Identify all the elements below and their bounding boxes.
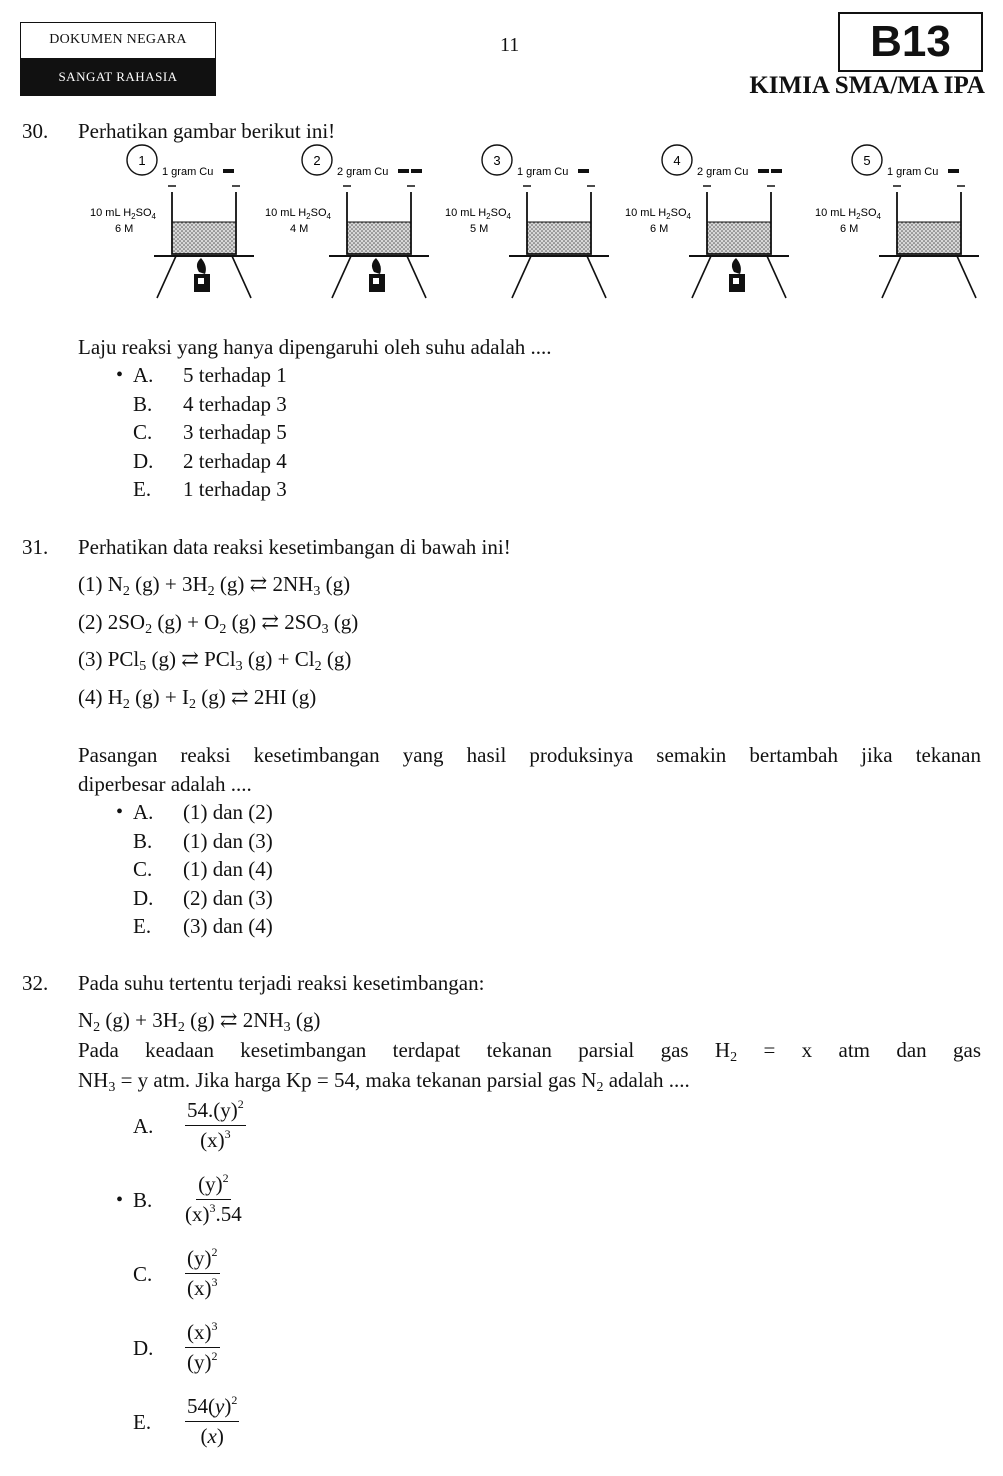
q32-option-a-letter: A.	[133, 1114, 154, 1138]
stand-leg	[587, 256, 606, 298]
q30-prompt: Perhatikan gambar berikut ini!	[78, 119, 336, 143]
beaker-1-cu-label: 1 gram Cu	[162, 166, 214, 178]
beaker-2-concentration: 4 M	[290, 223, 309, 235]
beaker-4-concentration: 6 M	[650, 223, 669, 235]
beaker-liquid	[707, 222, 771, 254]
beaker-4-acid-label: 10 mL $H_2SO_4$	[625, 207, 691, 221]
q30-option-d-text: 2 terhadap 4	[183, 448, 287, 473]
beaker-5-cu-label: 1 gram Cu	[887, 166, 939, 178]
q32-text-line2: $NH_3 = y$ atm. Jika harga Kp = 54, maka tekanan parsial gas $N_2$ adalah ....	[78, 1068, 690, 1095]
equilibrium-arrow-icon: ⇄	[230, 685, 249, 709]
beaker-1-concentration: 6 M	[115, 223, 134, 235]
beaker-4-cu-label: 2 gram Cu	[697, 166, 749, 178]
q31-reaction-2: (2) $2SO_2$ $(g) + O_2$ (g) ⇄ $2SO_3$ (g)	[78, 610, 359, 637]
q32-number: 32.	[22, 971, 49, 995]
copper-piece-icon	[758, 169, 769, 173]
exam-code: B13	[838, 12, 983, 72]
q32-prompt: Pada suhu tertentu terjadi reaksi kesetimbangan:	[78, 971, 485, 995]
q31-question-line1: Pasangan reaksi kesetimbangan yang hasil produksinya semakin bertambah jika tekanan	[78, 743, 981, 767]
copper-piece-icon	[578, 169, 589, 173]
stand-leg	[957, 256, 976, 298]
subject-title: KIMIA SMA/MA IPA	[749, 72, 985, 99]
stand-leg	[407, 256, 426, 298]
beaker-4-number: 4	[673, 153, 681, 168]
stand-leg	[882, 256, 901, 298]
beaker-liquid	[172, 222, 236, 254]
beaker-1-acid-label: 10 mL $H_2SO_4$	[90, 207, 156, 221]
q32-option-e-letter: E.	[133, 1410, 152, 1434]
stand-leg	[512, 256, 531, 298]
q31-option-c-text: (1) dan (4)	[183, 857, 273, 881]
burner-window	[373, 278, 379, 284]
flame-icon	[372, 258, 381, 274]
q32-option-b-fraction: $\frac{(y)^2}{(x)^3.54}$	[185, 1171, 242, 1226]
secret-label: SANGAT RAHASIA	[20, 58, 216, 96]
q30-question: Laju reaksi yang hanya dipengaruhi oleh suhu adalah ....	[78, 335, 552, 359]
q30-option-b-letter: B.	[133, 391, 153, 416]
q32-option-d-fraction: $\frac{(x)^3}{(y)^2}$	[187, 1319, 218, 1374]
beaker-liquid	[527, 222, 591, 254]
copper-piece-icon	[398, 169, 409, 173]
copper-piece-icon	[411, 169, 422, 173]
q32-option-c-fraction: $\frac{(y)^2}{(x)^3}$	[187, 1245, 218, 1300]
q31-reaction-4: (4) $H_2$ $(g) + I_2$ (g) ⇄ 2HI (g)	[78, 685, 317, 712]
q30-beaker-diagram	[85, 142, 985, 312]
q32-answer-mark: •	[116, 1189, 124, 1211]
q31-reaction-3: (3) PCl$_5$ (g) ⇄ PCl$_3$ $(g) + Cl_2$ (g)	[78, 647, 352, 674]
beaker-5-acid-label: 10 mL $H_2SO_4$	[815, 207, 881, 221]
q31-option-c-letter: C.	[133, 857, 153, 881]
q32-option-d-letter: D.	[133, 1336, 154, 1360]
copper-piece-icon	[948, 169, 959, 173]
flame-icon	[732, 258, 741, 274]
doc-label: DOKUMEN NEGARA	[49, 32, 187, 47]
beaker-liquid	[897, 222, 961, 254]
stand-leg	[332, 256, 351, 298]
q31-question-line2: diperbesar adalah ....	[78, 772, 252, 796]
q32-text-line1: Pada keadaan kesetimbangan terdapat tekanan parsial gas $H_2 = x$ atm dan gas	[78, 1038, 981, 1065]
q30-option-a-text: 5 terhadap 1	[183, 363, 287, 387]
q30-answer-mark: •	[116, 364, 124, 386]
beaker-2-acid-label: 10 mL $H_2SO_4$	[265, 207, 331, 221]
q30-option-b-text: 4 terhadap 3	[183, 391, 287, 416]
q32-option-e-fraction: $\frac{54(y)^2}{(x)}$	[187, 1393, 238, 1448]
beaker-liquid	[347, 222, 411, 254]
q32-reaction: $N_2$ $(g) + 3H_2$ (g) ⇄ $2NH_3$ (g)	[78, 1008, 321, 1035]
q30-option-d-letter: D.	[133, 448, 154, 473]
beaker-5-concentration: 6 M	[840, 223, 859, 235]
equilibrium-arrow-icon: ⇄	[261, 610, 279, 634]
q30-option-c-text: 3 terhadap 5	[183, 420, 287, 444]
q31-prompt: Perhatikan data reaksi kesetimbangan di bawah ini!	[78, 535, 511, 559]
q30-option-e-text: 1 terhadap 3	[183, 477, 287, 501]
stand-leg	[157, 256, 176, 298]
q31-option-e-text: (3) dan (4)	[183, 914, 273, 938]
beaker-2-number: 2	[313, 153, 321, 168]
burner-window	[198, 278, 204, 284]
page-number: 11	[500, 34, 520, 56]
beaker-2-cu-label: 2 gram Cu	[337, 166, 389, 178]
beaker-5-number: 5	[863, 153, 871, 168]
beaker-3-concentration: 5 M	[470, 223, 489, 235]
q32-option-c-letter: C.	[133, 1262, 153, 1286]
flame-icon	[197, 258, 206, 274]
q31-option-b-letter: B.	[133, 828, 153, 853]
q30-number: 30.	[22, 119, 49, 143]
q31-option-d-text: (2) dan (3)	[183, 885, 273, 910]
q31-option-e-letter: E.	[133, 914, 152, 938]
stand-leg	[692, 256, 711, 298]
beaker-3-number: 3	[493, 153, 501, 168]
beaker-1-number: 1	[138, 153, 146, 168]
equilibrium-arrow-icon: ⇄	[181, 647, 199, 671]
beaker-3-acid-label: 10 mL $H_2SO_4$	[445, 207, 511, 221]
copper-piece-icon	[223, 169, 234, 173]
copper-piece-icon	[771, 169, 782, 173]
q31-option-a-text: (1) dan (2)	[183, 800, 273, 824]
q31-option-a-letter: A.	[133, 800, 154, 824]
stand-leg	[767, 256, 786, 298]
q31-option-d-letter: D.	[133, 885, 154, 910]
equilibrium-arrow-icon: ⇄	[249, 572, 268, 596]
q32-option-b-letter: B.	[133, 1188, 153, 1212]
stand-leg	[232, 256, 251, 298]
q32-option-a-fraction: $\frac{54.(y)^2}{(x)^3}$	[187, 1097, 244, 1152]
q30-option-c-letter: C.	[133, 420, 153, 444]
q31-reaction-1: (1) $N_2$ $(g) + 3H_2$ (g) ⇄ $2NH_3$ (g)	[78, 572, 351, 599]
q31-option-b-text: (1) dan (3)	[183, 828, 273, 853]
equilibrium-arrow-icon: ⇄	[219, 1008, 238, 1032]
burner-window	[733, 278, 739, 284]
q31-number: 31.	[22, 535, 49, 559]
q31-answer-mark: •	[116, 801, 124, 823]
beaker-3-cu-label: 1 gram Cu	[517, 166, 569, 178]
q30-option-e-letter: E.	[133, 477, 152, 501]
q30-option-a-letter: A.	[133, 363, 154, 387]
